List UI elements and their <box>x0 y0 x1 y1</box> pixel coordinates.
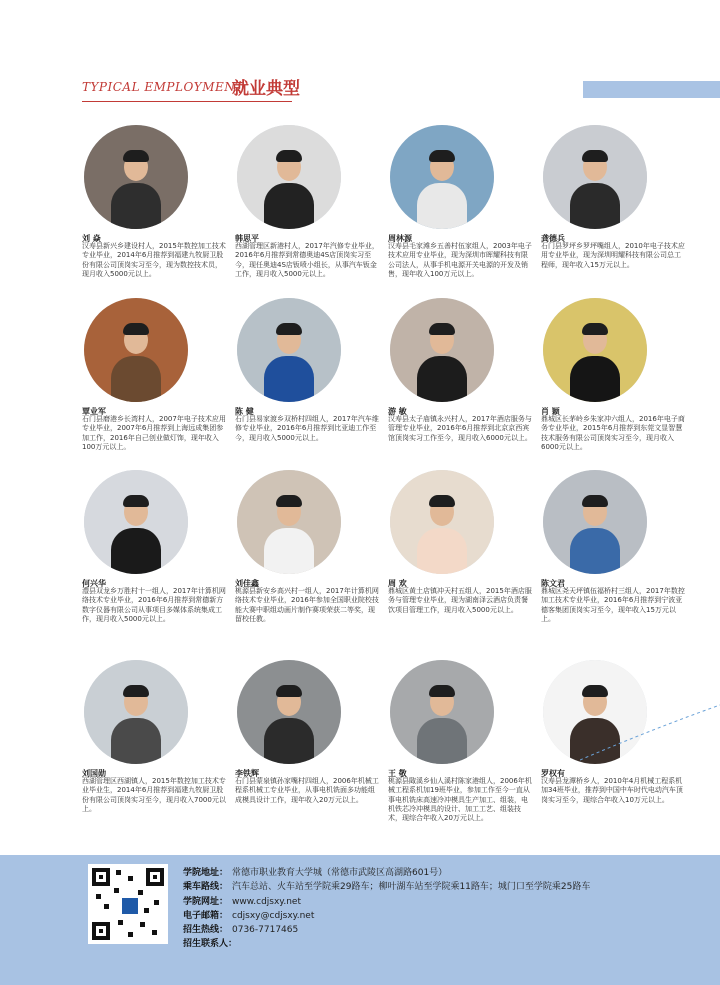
decorative-dashed-arc <box>580 700 720 790</box>
graduate-photo <box>237 660 341 764</box>
graduate-photo <box>390 125 494 229</box>
section-title-en: TYPICAL EMPLOYMENT <box>82 80 244 94</box>
qr-center-logo <box>120 896 140 916</box>
person-hair <box>582 495 608 507</box>
graduate-name: 李铁辉 <box>235 769 259 778</box>
contact-label: 招生联系人： <box>183 939 238 950</box>
graduate-name: 陈文君 <box>541 579 565 588</box>
person-figure <box>111 356 161 402</box>
graduate-description: 汉寿县太子庙镇永兴村人，2017年酒店服务与管理专业毕业，2016年6月推荐到北京京西宾馆顶岗实习工作至今，现月收入6000元以上。 <box>388 415 532 442</box>
person-figure <box>417 183 467 229</box>
graduate-description: 澧县双龙乡万胜村十一组人，2017年计算机网络技术专业毕业，2016年6月推荐到常德新方数字仪器有限公司从事项目多媒体系统集成工作，现月收入5000元以上。 <box>82 587 226 623</box>
graduate-name: 肖 颖 <box>541 407 560 416</box>
hotline-row <box>183 923 590 937</box>
graduate-name: 游 敏 <box>388 407 407 416</box>
person-hair <box>276 495 302 507</box>
section-title-zh: 就业典型 <box>232 79 300 99</box>
graduate-photo <box>390 660 494 764</box>
qr-code <box>88 864 168 944</box>
graduate-description: 桃源县陬溪乡仙人溪村陈家港组人，2006年机械工程系机加19班毕业，参加工作至今一直从事电机铣床高速冷冲模具生产加工、组装，电机铁芯冷冲模具的设计、加工工艺、组装技术，现综合年收入20万元以上。 <box>388 777 532 823</box>
hotline-label: 招生热线： <box>183 925 229 936</box>
graduate-name: 罗权有 <box>541 769 565 778</box>
graduate-description: 石门县易家渡乡双桥村四组人，2017年汽车维修专业毕业，2016年6月推荐到比亚迪工作至今，现月收入5000元以上。 <box>235 415 379 442</box>
person-figure <box>264 183 314 229</box>
graduate-description: 鼎城区尧天坪镇伍福桥村三组人，2017年数控加工技术专业毕业，2016年6月推荐到宁波亚德客集团顶岗实习至今，现年收入15万元以上。 <box>541 587 685 623</box>
qr-module <box>128 876 133 881</box>
section-header <box>82 74 642 104</box>
graduate-photo <box>237 298 341 402</box>
contact-row <box>183 937 590 951</box>
person-figure <box>111 718 161 764</box>
qr-finder-pattern <box>92 922 110 940</box>
person-figure <box>570 183 620 229</box>
qr-module <box>152 930 157 935</box>
person-figure <box>570 356 620 402</box>
person-hair <box>276 685 302 697</box>
person-hair <box>429 495 455 507</box>
graduate-photo <box>84 298 188 402</box>
qr-finder-pattern <box>92 868 110 886</box>
graduate-photo <box>543 125 647 229</box>
graduate-name: 刘佳鑫 <box>235 579 259 588</box>
qr-module <box>104 904 109 909</box>
route-row <box>183 880 590 894</box>
person-hair <box>582 685 608 697</box>
person-hair <box>429 323 455 335</box>
person-hair <box>276 323 302 335</box>
qr-module <box>114 888 119 893</box>
route-value: 汽车总站、火车站至学院乘29路车；柳叶湖车站至学院乘11路车；城门口至学院乘25路车 <box>232 882 591 893</box>
graduate-description: 石门县蒙泉镇孙家嘴村四组人，2006年机械工程系机械工专业毕业，从事电机铣面多功能组成模具设计工作，现年收入20万元以上。 <box>235 777 379 804</box>
person-figure <box>264 528 314 574</box>
graduate-description: 桃源县新安乡高兴村一组人，2017年计算机网络技术专业毕业，2016年参加全国职业院校技能大赛中职组动画片制作赛项荣获二等奖，现留校任教。 <box>235 587 379 623</box>
graduate-name: 陈 健 <box>235 407 254 416</box>
person-figure <box>264 356 314 402</box>
graduate-name: 周 欢 <box>388 579 407 588</box>
qr-module <box>138 890 143 895</box>
graduate-description: 西湖管理区新港村人，2017年汽修专业毕业，2016年6月推荐到常德奥迪4S店顶岗实习至今，现任奥迪4S店钣喷小组长，从事汽车钣金工作，现月收入5000元以上。 <box>235 242 379 278</box>
address-label: 学院地址： <box>183 868 229 878</box>
graduate-name: 周林源 <box>388 234 412 243</box>
website-link[interactable]: www.cdjsxy.net <box>232 896 301 907</box>
person-figure <box>417 356 467 402</box>
graduate-photo <box>543 470 647 574</box>
graduate-photo <box>237 125 341 229</box>
website-label: 学院网址： <box>183 896 229 907</box>
graduate-name: 覃业军 <box>82 407 106 416</box>
graduate-description: 石门县磨港乡长湾村人，2007年电子技术应用专业毕业，2007年6月推荐到上海远成集团参加工作，2016年自己创业做灯饰，现年收入100万元以上。 <box>82 415 226 451</box>
graduate-description: 汉寿县龙潭桥乡人，2010年4月机械工程系机加34班毕业，推荐到中国中车时代电动汽车顶岗实习至今，现综合年收入10万元以上。 <box>541 777 683 804</box>
graduate-name: 刘国勋 <box>82 769 106 778</box>
person-hair <box>123 323 149 335</box>
qr-finder-pattern <box>146 868 164 886</box>
graduate-photo <box>390 470 494 574</box>
person-figure <box>570 528 620 574</box>
person-hair <box>582 323 608 335</box>
contact-info <box>183 866 590 952</box>
person-hair <box>123 495 149 507</box>
qr-module <box>96 894 101 899</box>
graduate-description: 鼎城区长茅岭乡朱家冲六组人，2016年电子商务专业毕业，2015年6月推荐到东莞文显智慧技术服务有限公司顶岗实习至今，现月收入6000元以上。 <box>541 415 685 451</box>
graduate-description: 石门县罗坪乡罗坪嘴组人，2010年电子技术应用专业毕业，现为深圳明耀科技有限公司总工程师，现年收入15万元以上。 <box>541 242 685 269</box>
person-hair <box>429 150 455 162</box>
address-value: 常德市职业教育大学城（常德市武陵区高湖路601号） <box>232 868 448 878</box>
graduate-photo <box>84 125 188 229</box>
person-hair <box>276 150 302 162</box>
person-hair <box>429 685 455 697</box>
graduate-photo <box>84 660 188 764</box>
person-figure <box>111 528 161 574</box>
graduate-name: 龚德兵 <box>541 234 565 243</box>
qr-module <box>154 900 159 905</box>
qr-module <box>144 908 149 913</box>
person-figure <box>417 718 467 764</box>
person-figure <box>264 718 314 764</box>
email-link[interactable]: cdjsxy@cdjsxy.net <box>232 910 315 921</box>
graduate-name: 韩思平 <box>235 234 259 243</box>
graduate-name: 何兴华 <box>82 579 106 588</box>
email-label: 电子邮箱： <box>183 910 229 921</box>
decorative-blue-bar <box>583 81 720 98</box>
hotline-value: 0736-7717465 <box>232 925 299 936</box>
person-hair <box>123 685 149 697</box>
qr-module <box>128 932 133 937</box>
graduate-photo <box>237 470 341 574</box>
qr-module <box>140 922 145 927</box>
route-label: 乘车路线： <box>183 882 229 893</box>
person-hair <box>123 150 149 162</box>
person-figure <box>111 183 161 229</box>
graduate-photo <box>543 298 647 402</box>
person-figure <box>417 528 467 574</box>
email-row <box>183 909 590 923</box>
graduate-photo <box>84 470 188 574</box>
title-underline <box>82 101 292 102</box>
graduate-description: 汉寿县新兴乡建设村人，2015年数控加工技术专业毕业，2014年6月推荐到福建九牧厨卫股份有限公司顶岗实习至今，现为数控技术员，现月收入5000元以上。 <box>82 242 226 278</box>
graduate-name: 王 敬 <box>388 769 407 778</box>
graduate-description: 鼎城区黄土店镇冲天村五组人，2015年酒店服务与管理专业毕业，现为湖南泽云酒店负责餐饮项目管理工作，现月收入5000元以上。 <box>388 587 532 614</box>
person-hair <box>582 150 608 162</box>
qr-module <box>116 870 121 875</box>
graduate-name: 刘 焱 <box>82 234 101 243</box>
graduate-description: 西湖管理区西湖镇人，2015年数控加工技术专业毕业生，2014年6月推荐到福建九牧厨卫股份有限公司顶岗实习至今，现月收入7000元以上。 <box>82 777 226 813</box>
graduate-description: 汉寿县毛家滩乡五善村伍家组人，2003年电子技术应用专业毕业，现为深圳市晖耀科技有限公司法人，从事手机电源开关电源的开发及销售，现年收入100万元以上。 <box>388 242 532 278</box>
website-row <box>183 895 590 909</box>
qr-module <box>118 920 123 925</box>
address-row <box>183 866 590 880</box>
graduate-photo <box>390 298 494 402</box>
